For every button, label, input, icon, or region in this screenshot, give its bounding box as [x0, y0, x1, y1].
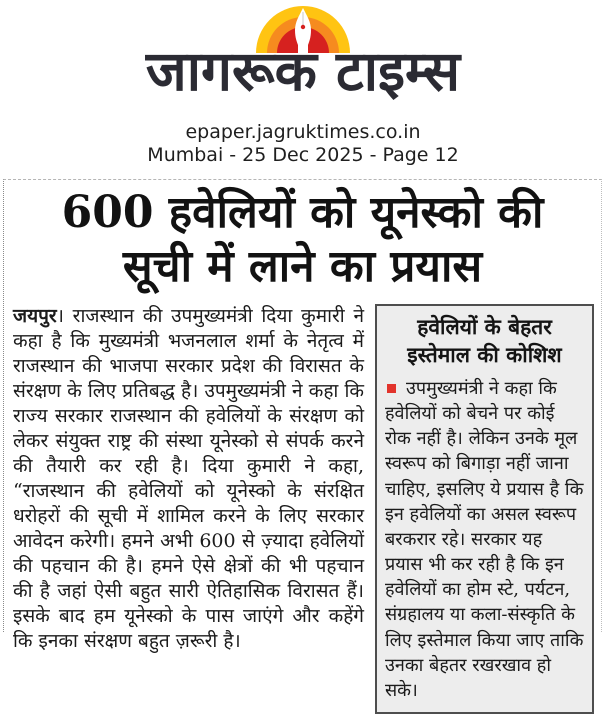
headline-line-2: सूची में लाने का प्रयास	[122, 240, 483, 292]
article-content	[4, 293, 601, 714]
dateline-city: जयपुर	[13, 305, 57, 328]
highlight-box	[375, 304, 594, 714]
newspaper-masthead	[0, 0, 606, 178]
newspaper-title: जागरूक टाइम्स	[145, 39, 461, 103]
red-square-bullet-icon	[387, 384, 396, 393]
epaper-website-url: epaper.jagruktimes.co.in	[185, 121, 421, 143]
highlight-box-body	[385, 376, 584, 703]
dateline-separator: ।	[56, 305, 73, 328]
article-body-column	[13, 304, 364, 654]
article-body-text: राजस्थान की उपमुख्यमंत्री दिया कुमारी ने कहा है कि मुख्यमंत्री भजनलाल शर्मा के नेतृत्व में राजस्थान की भाजपा सरकार प्रदेश की विरासत के संरक्षण के लिए प्रतिबद्ध है। उपमुख्यमंत्री ने कहा कि राज्य सरकार राजस्थान की हवेलियों के संरक्षण को लेकर संयुक्त राष्ट्र की संस्था यूनेस्को से संपर्क करने की तैयारी कर रही है। दिया कुमारी ने कहा, “राजस्थान की हवेलियों को यूनेस्को के संरक्षित धरोहरों की सूची में शामिल करने के लिए सरकार आवेदन करेगी। हमने अभी 600 से ज़्यादा हवेलियों की पहचान की है। हमने ऐसे क्षेत्रों की भी पहचान की है जहां ऐसी बहुत सारी ऐतिहासिक विरासत हैं। इसके बाद हम यूनेस्को के पास जाएंगे और कहेंगे कि इनका संरक्षण बहुत ज़रूरी है।	[13, 305, 364, 653]
article-clipping	[3, 179, 602, 702]
highlight-heading-line-1: हवेलियों के बेहतर	[417, 314, 552, 340]
highlight-box-heading	[385, 313, 584, 368]
article-headline	[4, 180, 601, 293]
headline-line-1: 600 हवेलियों को यूनेस्को की	[61, 187, 544, 238]
highlight-heading-line-2: इस्तेमाल की कोशिश	[407, 342, 562, 368]
highlight-box-text: उपमुख्यमंत्री ने कहा कि हवेलियों को बेचने पर कोई रोक नहीं है। लेकिन उनके मूल स्वरूप को बिगाड़ा नहीं जाना चाहिए, इसलिए ये प्रयास है कि इन हवेलियों का असल स्वरूप बरकरार रहे। सरकार यह प्रयास भी कर रही है कि इन हवेलियों का होम स्टे, पर्यटन, संग्रहालय या कला-संस्कृति के लिए इस्तेमाल किया जाए ताकि उनका बेहतर रखरखाव हो सके।	[385, 377, 584, 702]
newspaper-logo	[0, 0, 606, 103]
edition-date-page-line: Mumbai - 25 Dec 2025 - Page 12	[147, 144, 459, 166]
